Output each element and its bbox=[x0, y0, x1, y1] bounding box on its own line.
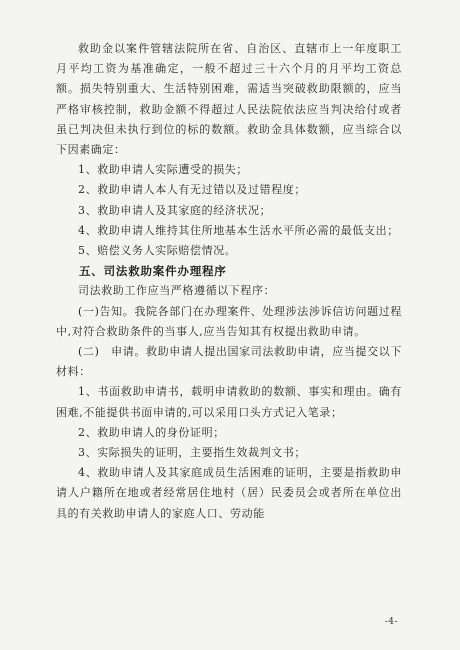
list-item-factor-1: 1、救助申请人实际遭受的损失； bbox=[78, 163, 248, 177]
list-item-material-2: 2、救助申请人的身份证明； bbox=[78, 425, 225, 439]
page-number: -4- bbox=[384, 617, 398, 627]
list-item-material-3: 3、实际损失的证明，主要指生效裁判文书； bbox=[78, 446, 306, 460]
paragraph-notification: (一)告知。我院各部门在办理案件、处理涉法涉诉信访问题过程中,对符合救助条件的当事人,应当告知其有权提出救助申请。 bbox=[56, 304, 402, 338]
list-item-material-4: 4、救助申请人及其家庭成员生活困难的证明，主要是指救助申请人户籍所在地或者经常居住地村（居）民委员会或者所在单位出具的有关救助申请人的家庭人口、劳动能 bbox=[56, 466, 402, 520]
paragraph-relief-amount-basis: 救助金以案件管辖法院所在省、自治区、直辖市上一年度职工月平均工资为基准确定，一般不超过三十六个月的月平均工资总额。损失特别重大、生活特别困难，需适当突破救助限额的，应当严格审核控制，救助金额不得超过人民法院依法应当判决给付或者虽已判决但未执行到位的标的数额。救助金具体数额，应当综合以下因素确定： bbox=[56, 42, 402, 157]
list-item-factor-3: 3、救助申请人及其家庭的经济状况； bbox=[78, 203, 272, 217]
paragraph-procedure-intro: 司法救助工作应当严格遵循以下程序： bbox=[78, 284, 276, 298]
list-item-factor-5: 5、赔偿义务人实际赔偿情况。 bbox=[78, 244, 237, 258]
section-heading-procedure: 五、司法救助案件办理程序 bbox=[79, 264, 227, 279]
list-item-material-1: 1、书面救助申请书，载明申请救助的数额、事实和理由。确有困难,不能提供书面申请的,可以采用口头方式记入笔录； bbox=[56, 385, 402, 419]
list-item-factor-2: 2、救助申请人本人有无过错以及过错程度； bbox=[78, 183, 306, 197]
list-item-factor-4: 4、救助申请人维持其住所地基本生活水平所必需的最低支出； bbox=[78, 223, 399, 237]
document-body bbox=[56, 39, 402, 524]
paragraph-application: (二) 申请。救助申请人提出国家司法救助申请，应当提交以下材料： bbox=[56, 345, 402, 379]
